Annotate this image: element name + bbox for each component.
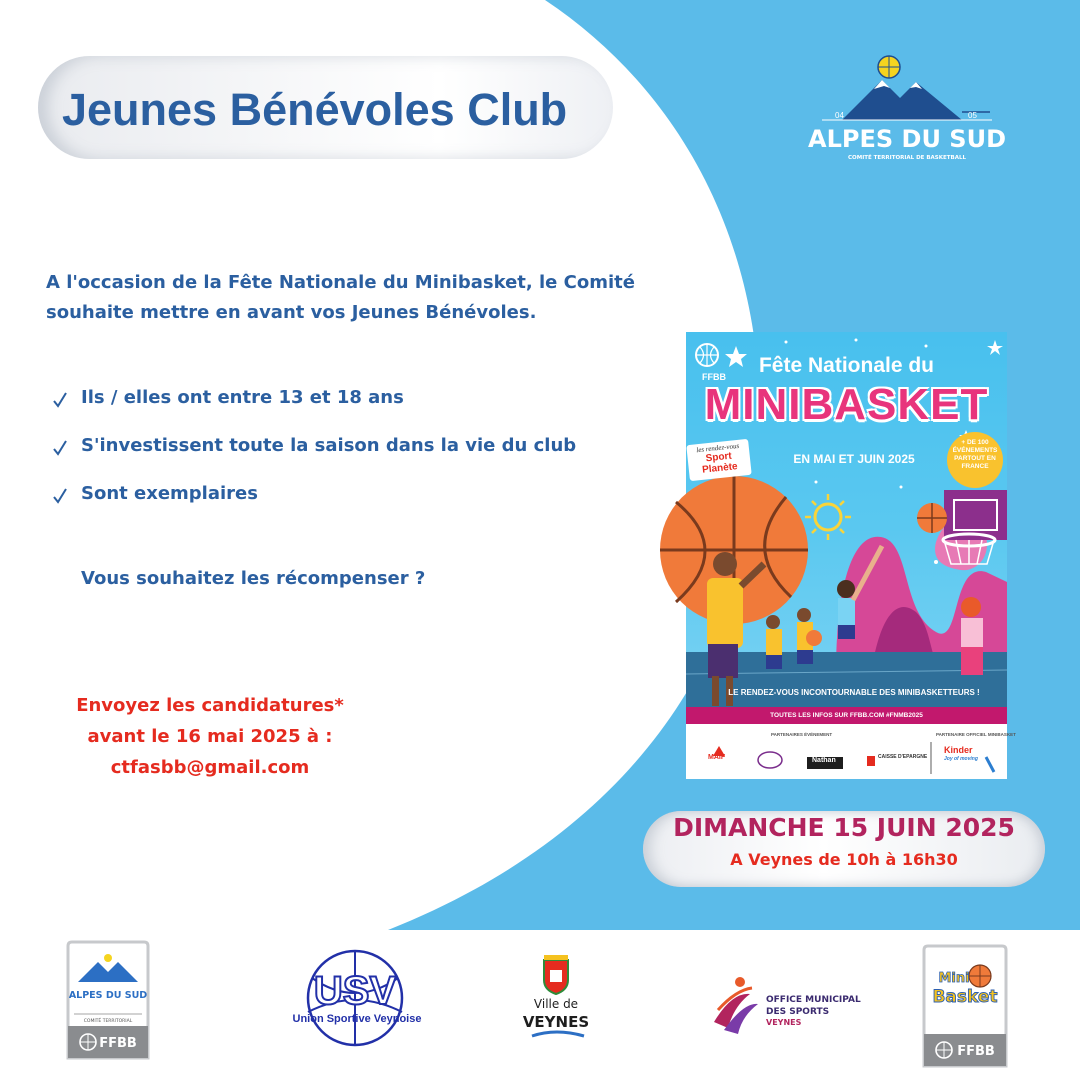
minibasket-poster [686,332,1016,779]
caisse-logo [867,756,875,766]
sport-planete-badge: les rendez-vous Sport Planète [686,439,751,481]
sun-icon [815,504,841,530]
footer-oms-logo [710,972,860,1036]
partners-label: PARTENAIRES ÉVÉNEMENT [771,732,833,737]
svg-text:USV: USV [313,969,397,1013]
kinder-text: Kinder [944,745,973,755]
nathan-text: Nathan [812,757,836,764]
svg-text:Ville de: Ville de [533,997,579,1011]
kinder-tagline: Joy of moving [944,756,978,762]
check-icon [52,391,68,409]
svg-text:FFBB: FFBB [99,1036,137,1051]
poster-heading: Fête Nationale du [758,354,935,377]
footer-alpes-du-sud-logo [66,940,150,1062]
logo-name: ALPES DU SUD [808,125,1006,153]
check-icon [52,439,68,457]
footer-minibasket-logo [922,944,1008,1070]
criteria-item [52,382,404,412]
svg-text:Basket: Basket [932,987,998,1007]
footer-usv-logo [282,948,432,1048]
criteria-label: Sont exemplaires [81,482,258,504]
check-icon [52,487,68,505]
svg-text:Mini: Mini [938,971,970,986]
question-text: Vous souhaitez les récompenser ? [81,568,426,589]
criteria-label: S'investissent toute la saison dans la vie du club [81,434,577,456]
caisse-text: CAISSE D'EPARGNE [878,754,928,760]
logo-code-left: 04 [835,111,844,120]
svg-text:Union Sportive Veynoise: Union Sportive Veynoise [292,1013,422,1025]
criteria-item [52,478,258,508]
event-date: DIMANCHE 15 JUIN 2025 [673,813,1015,842]
svg-text:OFFICE MUNICIPAL: OFFICE MUNICIPAL [766,995,861,1005]
svg-text:VEYNES: VEYNES [766,1018,802,1027]
cta-block [40,690,380,783]
poster-date: EN MAI ET JUIN 2025 [793,452,915,466]
cta-line-1: Envoyez les candidatures* [76,695,344,716]
page-title: Jeunes Bénévoles Club [62,84,568,135]
poster-infos: TOUTES LES INFOS SUR FFBB.COM #FNMB2025 [686,707,1007,724]
maif-text: MAIF [708,754,726,761]
alpes-du-sud-logo [808,52,1006,170]
criteria-label: Ils / elles ont entre 13 et 18 ans [81,386,404,408]
poster-banner: LE RENDEZ-VOUS INCONTOURNABLE DES MINIBASKETTEURS ! [728,688,980,697]
logo-code-right: 05 [968,111,977,120]
footer-veynes-logo [522,952,594,1048]
official-partner-label: PARTENAIRE OFFICIEL MINIBASKET [936,732,1016,737]
star-icon [987,340,1003,355]
svg-text:COMITÉ TERRITORIAL: COMITÉ TERRITORIAL [83,1019,133,1024]
svg-text:DES SPORTS: DES SPORTS [766,1007,830,1017]
svg-text:ALPES DU SUD: ALPES DU SUD [68,990,148,1001]
partner-logo [758,752,782,768]
svg-text:VEYNES: VEYNES [522,1013,590,1031]
criteria-item [52,430,576,460]
events-badge: + DE 100 ÉVÉNEMENTS PARTOUT EN FRANCE [947,432,1003,488]
poster-title: MINIBASKET [704,380,989,429]
mountain-icon [842,80,962,120]
cta-line-2: avant le 16 mai 2025 à : [87,726,333,747]
event-place: A Veynes de 10h à 16h30 [730,850,958,869]
svg-text:FFBB: FFBB [957,1044,995,1059]
poster-org: FFBB [702,372,726,382]
logo-subtitle: COMITÉ TERRITORIAL DE BASKETBALL [848,155,966,161]
cta-email[interactable]: ctfasbb@gmail.com [110,757,310,778]
intro-text: A l'occasion de la Fête Nationale du Minibasket, le Comité souhaite mettre en avant vos Jeunes Bénévoles. [46,272,635,323]
